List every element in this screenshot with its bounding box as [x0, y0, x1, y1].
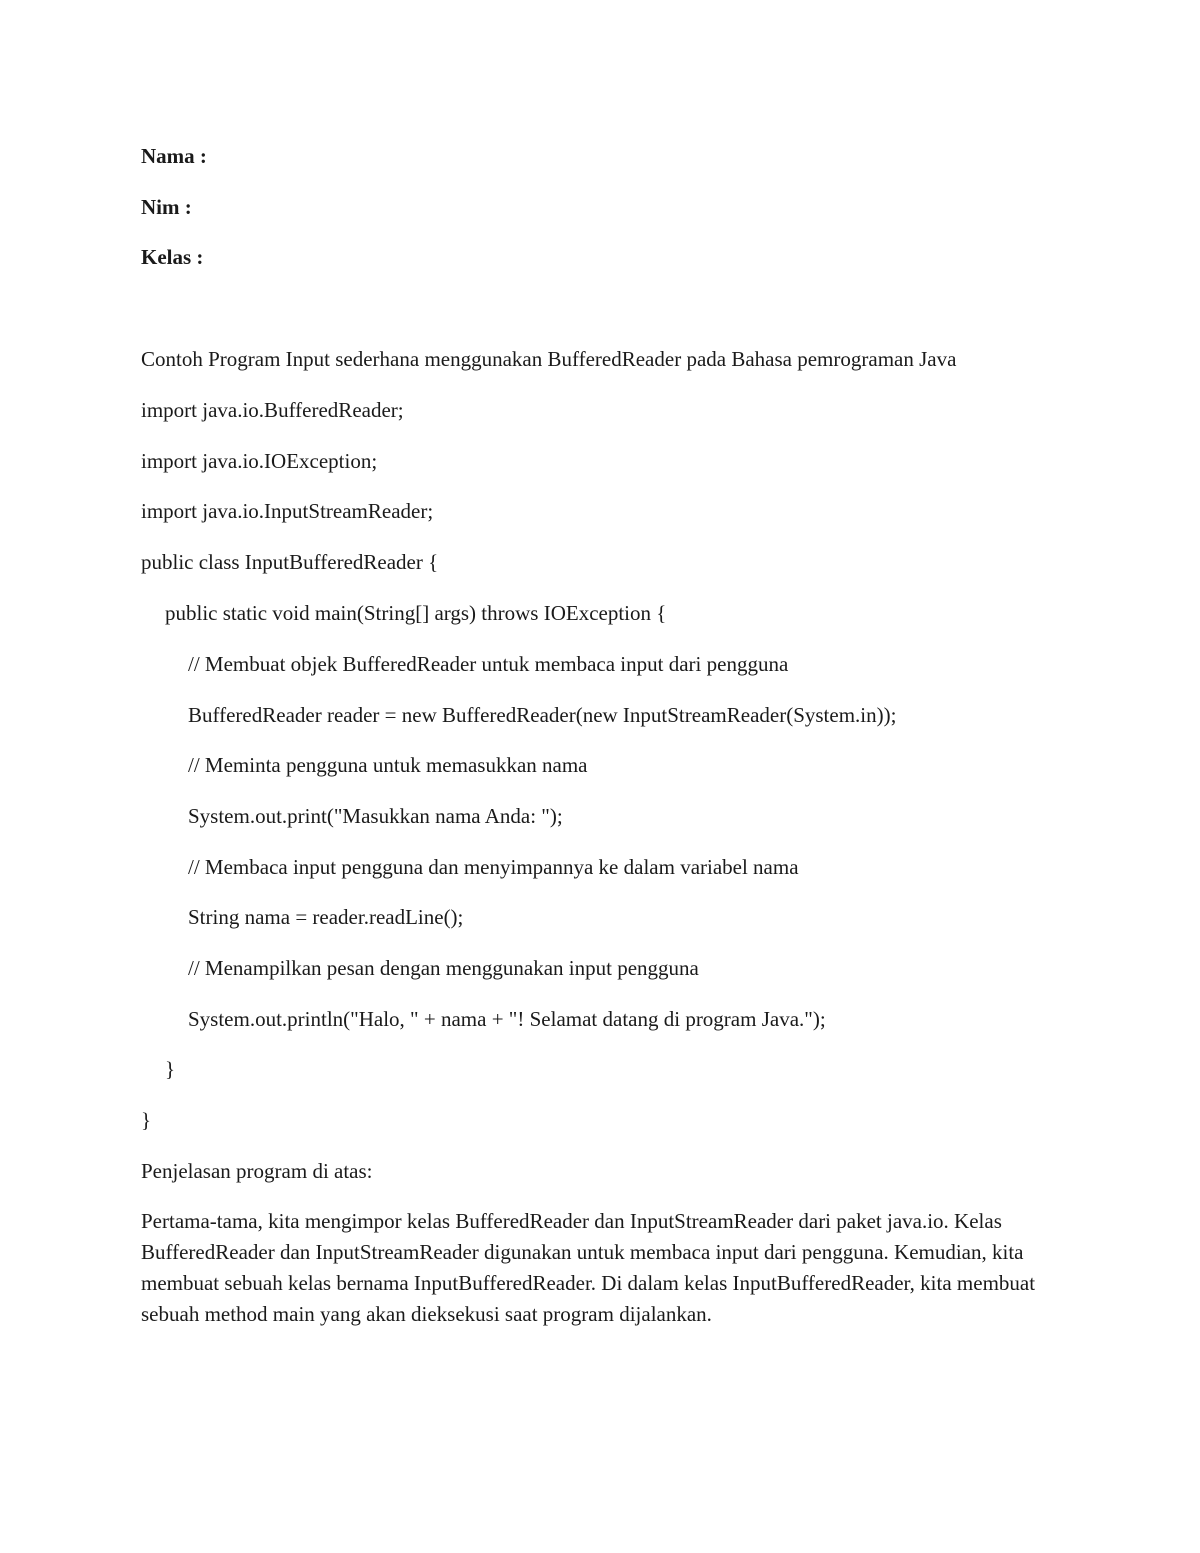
code-line: } — [165, 1057, 176, 1081]
code-line: public static void main(String[] args) throws IOException { — [165, 601, 667, 625]
code-line: // Membaca input pengguna dan menyimpannya ke dalam variabel nama — [188, 855, 799, 879]
explanation-paragraph: Pertama-tama, kita mengimpor kelas BufferedReader dan InputStreamReader dari paket java.io. Kelas BufferedReader dan InputStreamReader digunakan untuk membaca input dari pengguna. Kemudian, kita membuat sebuah kelas bernama InputBufferedReader. Di dalam kelas InputBufferedReader, kita membuat sebuah method main yang akan dieksekusi saat program dijalankan. — [141, 1209, 1036, 1326]
explanation-heading: Penjelasan program di atas: — [141, 1159, 373, 1183]
intro-text: Contoh Program Input sederhana menggunakan BufferedReader pada Bahasa pemrograman Java — [141, 347, 957, 371]
code-line: // Meminta pengguna untuk memasukkan nama — [188, 753, 588, 777]
code-line: BufferedReader reader = new BufferedReader(new InputStreamReader(System.in)); — [188, 703, 897, 727]
code-line: String nama = reader.readLine(); — [188, 905, 464, 929]
code-line: import java.io.IOException; — [141, 449, 378, 473]
code-line: import java.io.InputStreamReader; — [141, 499, 434, 523]
code-line: public class InputBufferedReader { — [141, 550, 439, 574]
code-line: System.out.println("Halo, " + nama + "! Selamat datang di program Java."); — [188, 1007, 826, 1031]
kelas-label: Kelas : — [141, 245, 204, 269]
code-line: // Membuat objek BufferedReader untuk membaca input dari pengguna — [188, 652, 789, 676]
nim-label: Nim : — [141, 195, 192, 219]
code-line: // Menampilkan pesan dengan menggunakan input pengguna — [188, 956, 699, 980]
code-line: } — [141, 1108, 152, 1132]
code-line: import java.io.BufferedReader; — [141, 398, 404, 422]
code-line: System.out.print("Masukkan nama Anda: "); — [188, 804, 563, 828]
nama-label: Nama : — [141, 144, 207, 168]
